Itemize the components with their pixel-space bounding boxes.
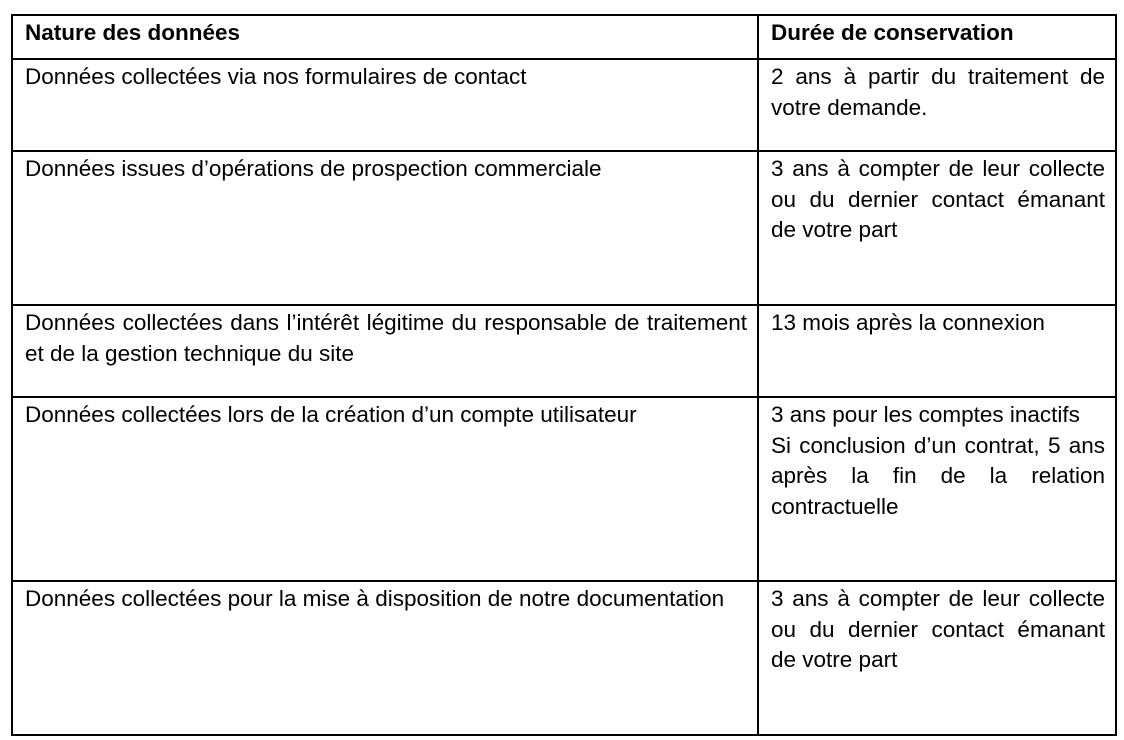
duration-line: 3 ans à compter de leur collecte ou du dernier contact émanant de votre part [771,156,1105,242]
nature-cell: Données issues d’opérations de prospection commerciale [12,151,758,305]
duration-cell [758,397,1116,581]
nature-cell: Données collectées lors de la création d’un compte utilisateur [12,397,758,581]
duration-cell [758,305,1116,397]
duration-line: 3 ans à compter de leur collecte ou du dernier contact émanant de votre part [771,586,1105,672]
header-duration: Durée de conservation [758,15,1116,59]
table-row [12,397,1116,581]
duration-cell [758,581,1116,735]
duration-line: Si conclusion d’un contrat, 5 ans après la fin de la relation contractuelle [771,432,1105,519]
duration-cell [758,151,1116,305]
nature-cell: Données collectées pour la mise à disposition de notre documentation [12,581,758,735]
duration-cell [758,59,1116,151]
nature-cell: Données collectées via nos formulaires de contact [12,59,758,151]
table-row [12,151,1116,305]
table-header-row [12,15,1116,59]
header-nature: Nature des données [12,15,758,59]
nature-cell: Données collectées dans l’intérêt légitime du responsable de traitement et de la gestion technique du site [12,305,758,397]
table-row [12,305,1116,397]
retention-table [11,14,1117,736]
duration-line: 13 mois après la connexion [771,310,1045,335]
table-row [12,581,1116,735]
duration-line: 2 ans à partir du traitement de votre demande. [771,64,1105,120]
table-row [12,59,1116,151]
duration-line: 3 ans pour les comptes inactifs [771,402,1080,427]
